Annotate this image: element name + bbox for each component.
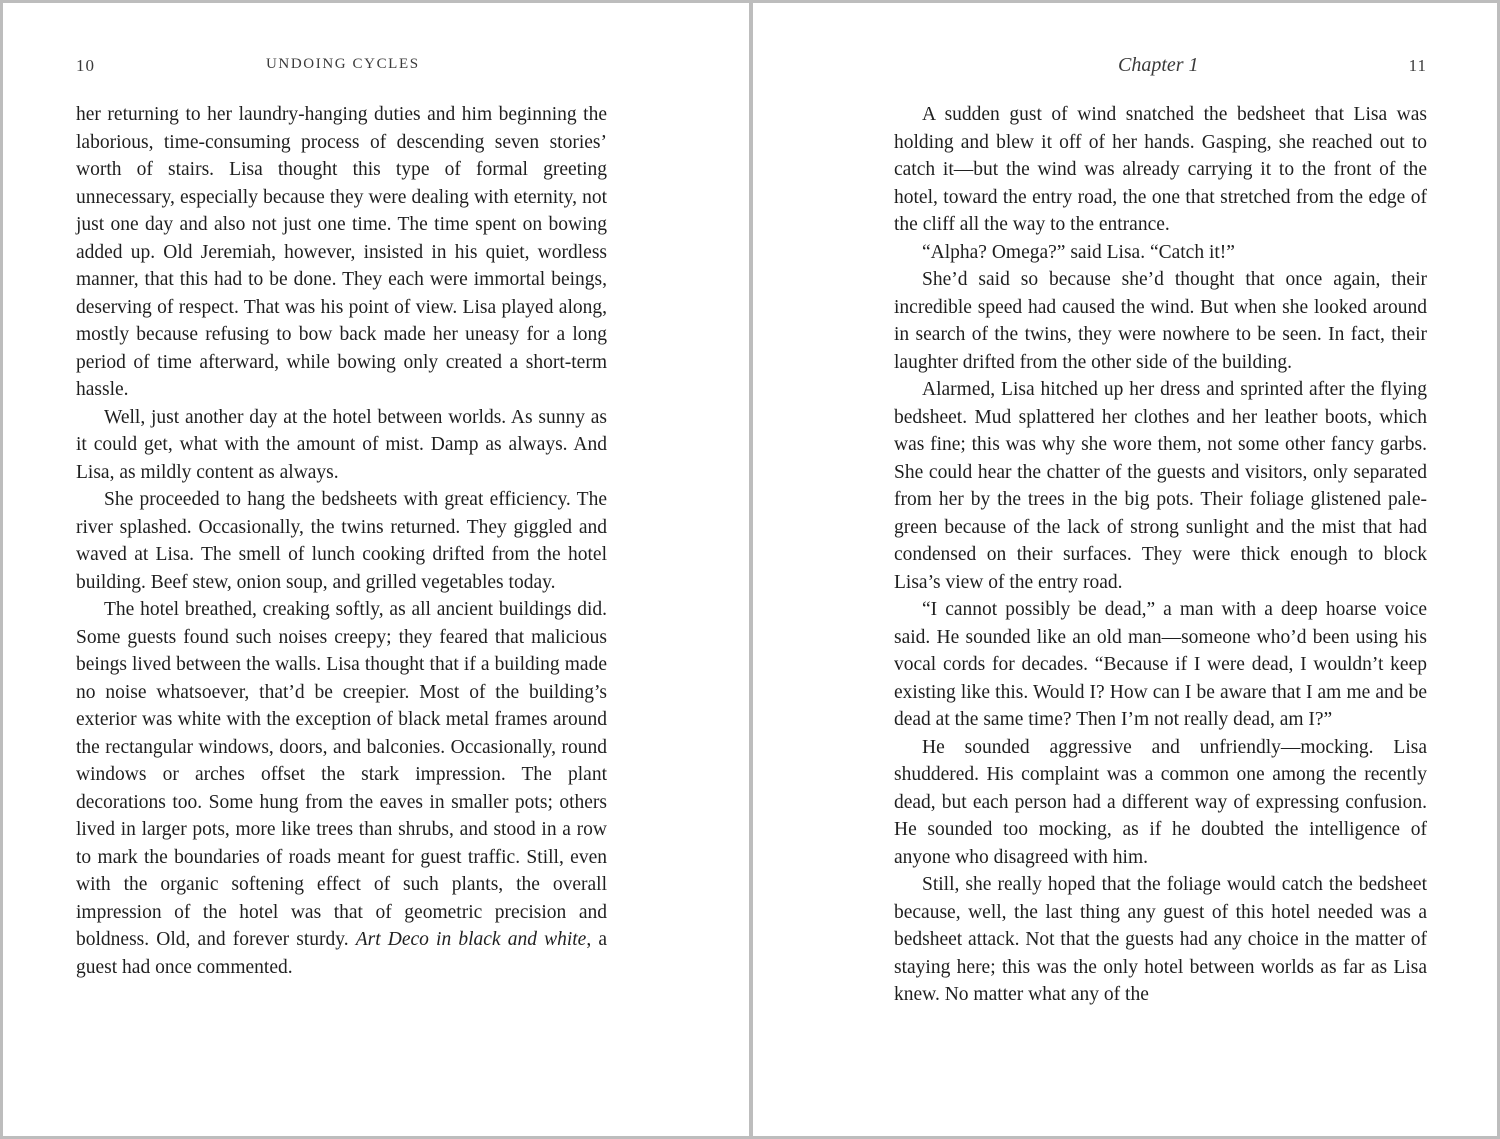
paragraph: She proceeded to hang the bedsheets with great efficiency. The river splashed. Occasionally, the twins returned. They giggled and waved at Lisa. The smell of lunch cooking drifted from the hotel building. Beef stew, onion soup, and grilled vegetables today.: [76, 489, 607, 593]
paragraph: “Alpha? Omega?” said Lisa. “Catch it!”: [922, 241, 1235, 263]
book-title: UNDOING CYCLES: [266, 56, 420, 72]
paragraph: Still, she really hoped that the foliage would catch the bedsheet because, well, the last thing any guest of this hotel needed was a bedsheet attack. Not that the guests had any choice in the matter of staying here; this was the only hotel between worlds as far as Lisa knew. No matter what any of the: [894, 874, 1427, 1005]
chapter-title: Chapter 1: [1118, 54, 1199, 76]
right-page-body: [894, 101, 1427, 1009]
paragraph: “I cannot possibly be dead,” a man with a deep hoarse voice said. He sounded like an old man—someone who’d been using his vocal cords for decades. “Because if I were dead, I wouldn’t keep existing like this. Would I? How can I be aware that I am me and be dead at the same time? Then I’m not really dead, am I?”: [894, 599, 1427, 730]
right-page: [753, 0, 1499, 1139]
italic-quote: Art Deco in black and white: [355, 929, 587, 950]
paragraph-text: The hotel breathed, creaking softly, as all ancient buildings did. Some guests found such noises creepy; they feared that malicious beings lived between the walls. Lisa thought that if a building made no noise whatsoever, that’d be creepier. Most of the building’s exterior was white with the exception of black metal frames around the rectangular windows, doors, and balconies. Occasionally, round windows or arches offset the stark impression. The plant decorations too. Some hung from the eaves in smaller pots; others lived in larger pots, more like trees than shrubs, and stood in a row to mark the boundaries of roads meant for guest traffic. Still, even with the organic softening effect of such plants, the overall impression of the hotel was that of geometric precision and boldness. Old, and forever sturdy.: [76, 599, 607, 950]
left-page-body: [76, 101, 607, 981]
left-page: [0, 0, 746, 1139]
paragraph: A sudden gust of wind snatched the bedsheet that Lisa was holding and blew it off of her hands. Gasping, she reached out to catch it—but the wind was already carrying it to the front of the hotel, toward the entry road, the one that stretched from the edge of the cliff all the way to the entrance.: [894, 104, 1427, 235]
paragraph: Well, just another day at the hotel between worlds. As sunny as it could get, what with the amount of mist. Damp as always. And Lisa, as mildly content as always.: [76, 406, 607, 483]
paragraph: He sounded aggressive and unfriendly—mocking. Lisa shuddered. His complaint was a common one among the recently dead, but each person had a different way of expressing confusion. He sounded too mocking, as if he doubted the intelligence of anyone who disagreed with him.: [894, 736, 1427, 868]
paragraph: She’d said so because she’d thought that once again, their incredible speed had caused the wind. But when she looked around in search of the twins, they were nowhere to be seen. In fact, their laughter drifted from the other side of the building.: [894, 269, 1427, 373]
right-running-head: [894, 54, 1427, 78]
paragraph-text: , a guest had once commented.: [76, 929, 608, 978]
left-page-number: 10: [76, 56, 95, 75]
paragraph: [76, 596, 607, 981]
right-page-number: 11: [1408, 56, 1427, 75]
paragraph: Alarmed, Lisa hitched up her dress and sprinted after the flying bedsheet. Mud splattered her clothes and her leather boots, which was fine; this was why she wore them, not some other fancy garbs. She could hear the chatter of the guests and visitors, only separated from her by the trees in the big pots. Their foliage glistened pale-green because of the lack of strong sunlight and the mist that had condensed on their surfaces. They were thick enough to block Lisa’s view of the entry road.: [894, 379, 1427, 593]
left-running-head: [76, 54, 607, 78]
paragraph: her returning to her laundry-hanging duties and him beginning the laborious, time-consuming process of descending seven stories’ worth of stairs. Lisa thought this type of formal greeting unnecessary, especially because they were dealing with eternity, not just one day and also not just one time. The time spent on bowing added up. Old Jeremiah, however, insisted in his quiet, wordless manner, that this had to be done. They each were immortal beings, deserving of respect. That was his point of view. Lisa played along, mostly because refusing to bow back made her uneasy for a long period of time afterward, while bowing only created a short-term hassle.: [76, 104, 607, 400]
